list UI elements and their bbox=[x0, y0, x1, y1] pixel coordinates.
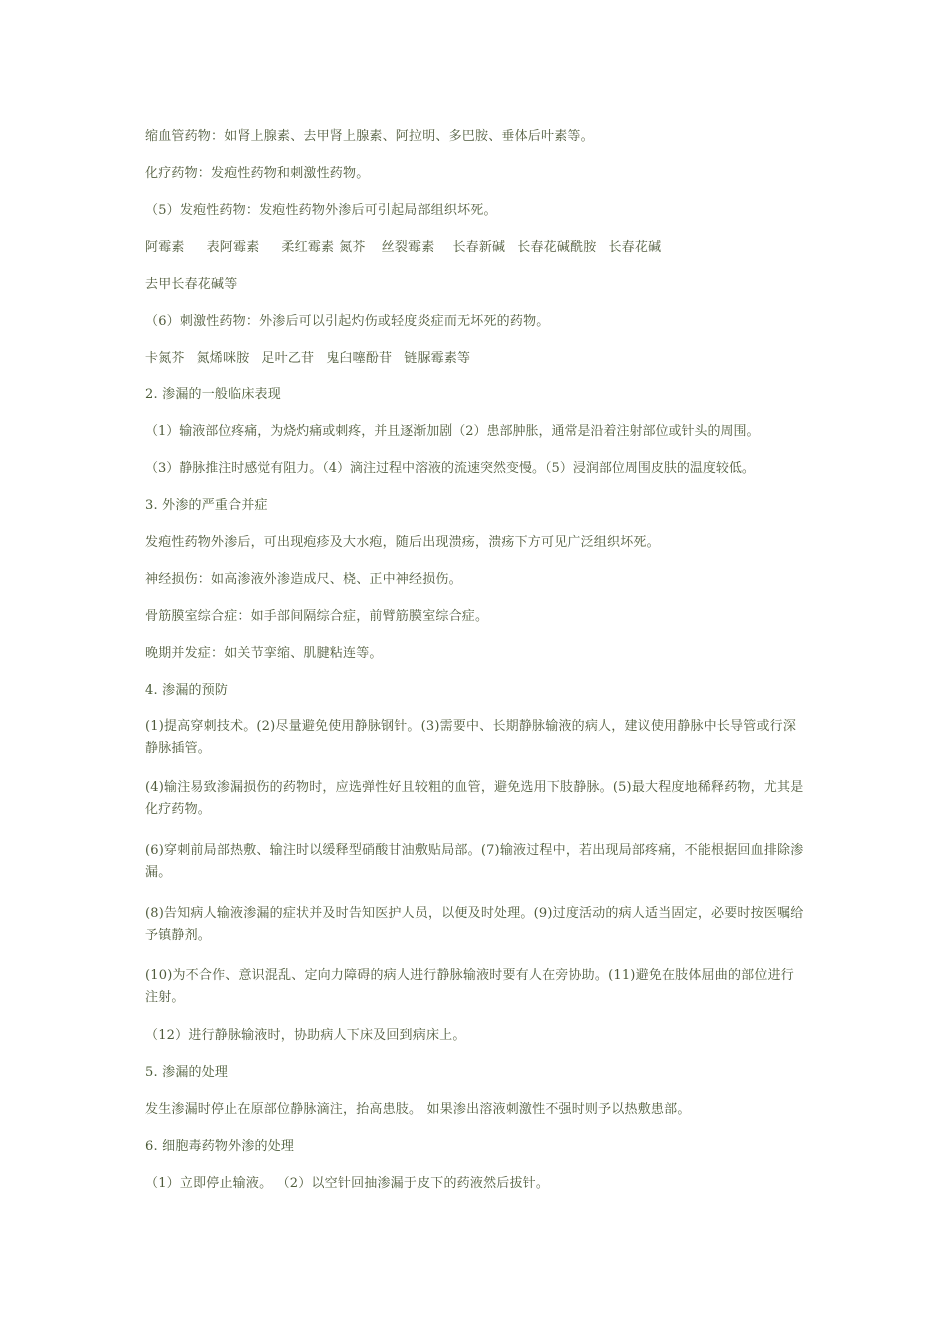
drug-item: 长春花碱酰胺 bbox=[517, 240, 597, 255]
section-heading-prevention: 4. 渗漏的预防 bbox=[145, 683, 229, 698]
drug-item: 阿霉素 bbox=[145, 240, 185, 255]
paragraph-compartment-syndrome: 骨筋膜室综合症：如手部间隔综合症，前臂筋膜室综合症。 bbox=[145, 609, 489, 624]
drug-item: 氮烯咪胺 bbox=[196, 351, 250, 366]
drug-item: 表阿霉素 bbox=[206, 240, 260, 255]
paragraph-prevention-5: (10)为不合作、意识混乱、定向力障碍的病人进行静脉输液时要有人在旁协助。(11)避免在肢体屈曲的部位进行注射。 bbox=[145, 968, 794, 1005]
paragraph-vesicant-list-end: 去甲长春花碱等 bbox=[145, 277, 238, 292]
paragraph-cytotoxic-steps: （1）立即停止输液。 （2）以空针回抽渗漏于皮下的药液然后拔针。 bbox=[145, 1176, 550, 1191]
paragraph-treatment: 发生渗漏时停止在原部位静脉滴注，抬高患肢。 如果渗出溶液刺激性不强时则予以热敷患部。 bbox=[145, 1102, 691, 1117]
paragraph-necrosis: 发疱性药物外渗后，可出现疱疹及大水疱，随后出现溃疡，溃疡下方可见广泛组织坏死。 bbox=[145, 535, 660, 550]
paragraph-signs-2: （3）静脉推注时感觉有阻力。（4）滴注过程中溶液的流速突然变慢。（5）浸润部位周围皮肤的温度较低。 bbox=[145, 461, 755, 476]
section-heading-treatment: 5. 渗漏的处理 bbox=[145, 1065, 229, 1080]
paragraph-late-complications: 晚期并发症：如关节挛缩、肌腱粘连等。 bbox=[145, 646, 383, 661]
paragraph-prevention-2: (4)输注易致渗漏损伤的药物时，应选弹性好且较粗的血管，避免选用下肢静脉。(5)最大程度地稀释药物，尤其是化疗药物。 bbox=[145, 780, 804, 817]
drug-item: 卡氮芥 bbox=[145, 351, 185, 366]
section-heading-complications: 3. 外渗的严重合并症 bbox=[145, 498, 268, 513]
paragraph-prevention-1: (1)提高穿刺技术。(2)尽量避免使用静脉钢针。(3)需要中、长期静脉输液的病人，建议使用静脉中长导管或行深静脉插管。 bbox=[145, 719, 797, 756]
section-heading-clinical-signs: 2. 渗漏的一般临床表现 bbox=[145, 387, 281, 402]
irritant-drug-list bbox=[145, 349, 470, 369]
vesicant-drug-list bbox=[145, 238, 661, 258]
paragraph-prevention-6: （12）进行静脉输液时，协助病人下床及回到病床上。 bbox=[145, 1028, 466, 1043]
paragraph-vasoconstrictors: 缩血管药物：如肾上腺素、去甲肾上腺素、阿拉明、多巴胺、垂体后叶素等。 bbox=[145, 129, 594, 144]
paragraph-irritant-drugs: （6）刺激性药物：外渗后可以引起灼伤或轻度炎症而无坏死的药物。 bbox=[145, 314, 550, 329]
drug-item: 链脲霉素等 bbox=[404, 351, 471, 366]
paragraph-prevention-4: (8)告知病人输液渗漏的症状并及时告知医护人员，以便及时处理。(9)过度活动的病人适当固定，必要时按医嘱给予镇静剂。 bbox=[145, 906, 804, 943]
drug-item: 氮芥 bbox=[339, 240, 366, 255]
drug-item: 足叶乙苷 bbox=[261, 351, 315, 366]
paragraph-prevention-3: (6)穿刺前局部热敷、输注时以缓释型硝酸甘油敷贴局部。(7)输液过程中，若出现局部疼痛，不能根据回血排除渗漏。 bbox=[145, 843, 804, 880]
drug-item: 柔红霉素 bbox=[281, 240, 335, 255]
drug-item: 丝裂霉素 bbox=[381, 240, 435, 255]
drug-item: 长春新碱 bbox=[452, 240, 506, 255]
section-heading-cytotoxic-treatment: 6. 细胞毒药物外渗的处理 bbox=[145, 1139, 295, 1154]
paragraph-signs-1: （1）输液部位疼痛，为烧灼痛或刺疼，并且逐渐加剧（2）患部肿胀，通常是沿着注射部位或针头的周围。 bbox=[145, 424, 760, 439]
drug-item: 鬼臼噻酚苷 bbox=[326, 351, 393, 366]
drug-item: 长春花碱 bbox=[608, 240, 662, 255]
paragraph-chemo-drugs: 化疗药物：发疱性药物和刺激性药物。 bbox=[145, 166, 370, 181]
paragraph-nerve-injury: 神经损伤：如高渗液外渗造成尺、桡、正中神经损伤。 bbox=[145, 572, 462, 587]
paragraph-vesicant-drugs: （5）发疱性药物：发疱性药物外渗后可引起局部组织坏死。 bbox=[145, 203, 497, 218]
